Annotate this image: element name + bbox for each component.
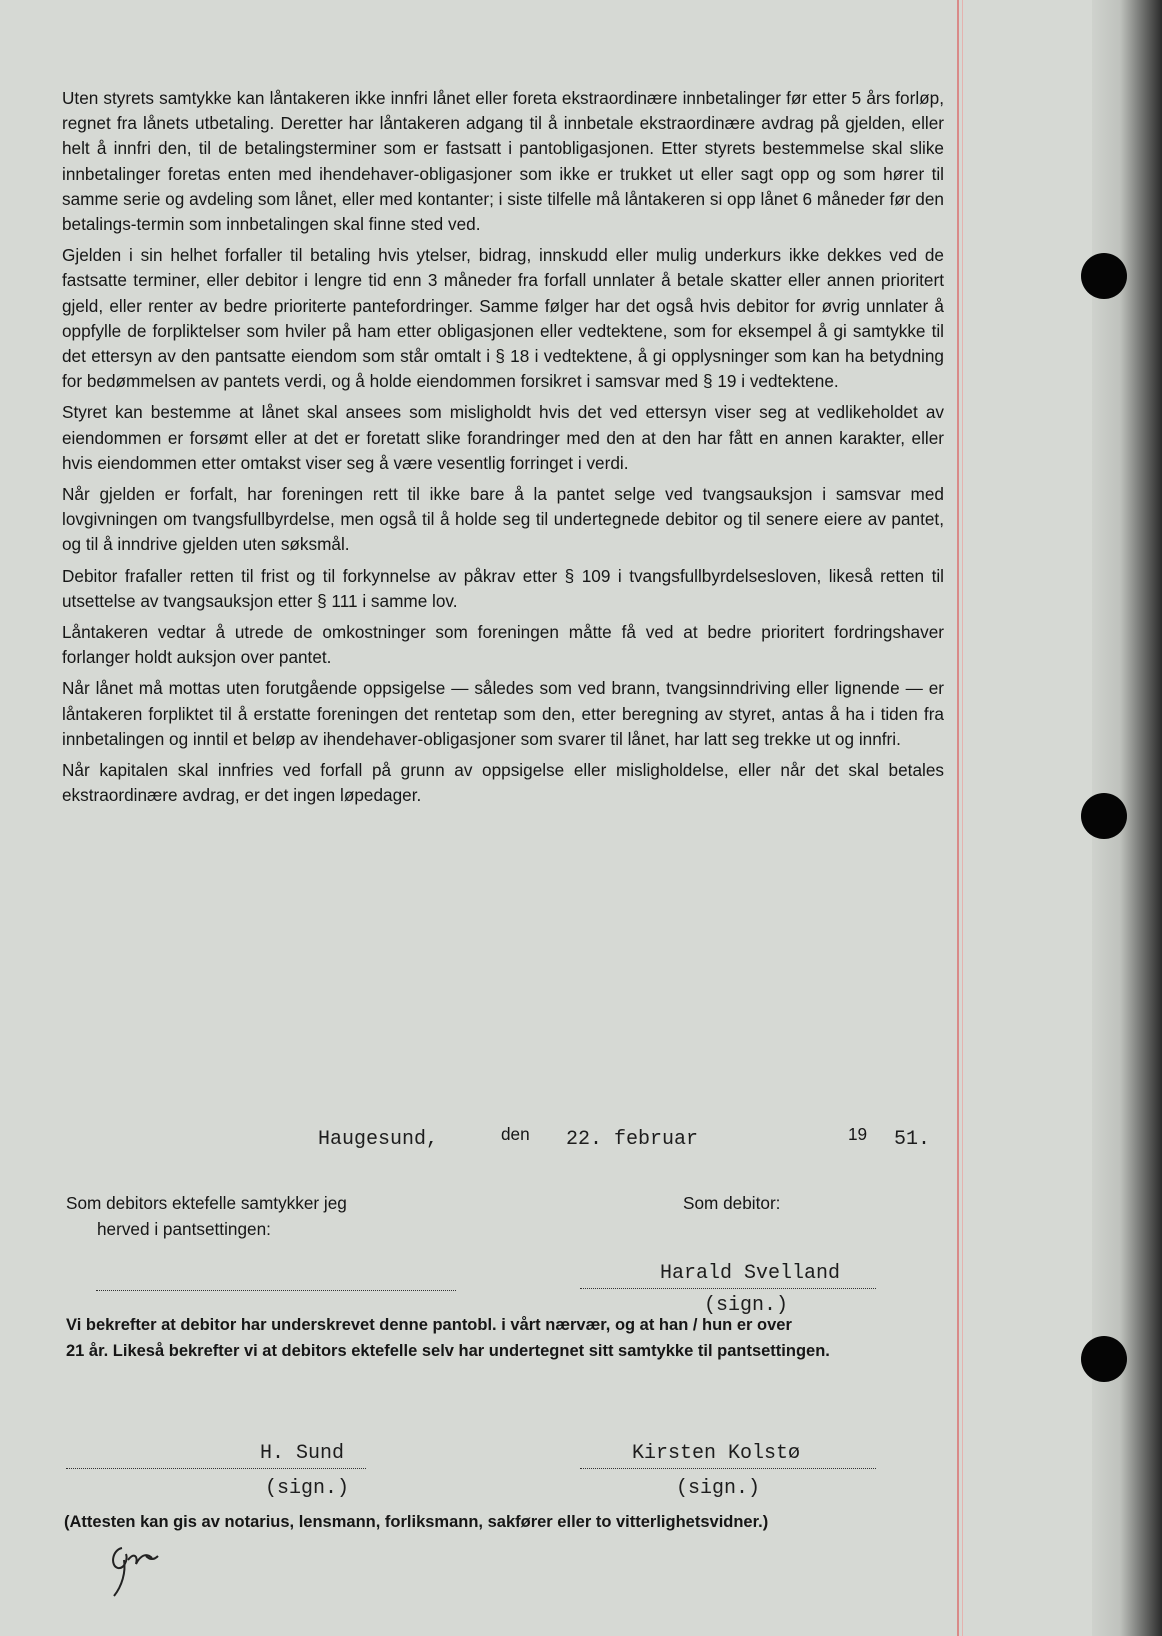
spouse-consent-line2: herved i pantsettingen: [97, 1219, 271, 1239]
debtor-name: Harald Svelland [660, 1262, 841, 1285]
paragraph-interest-loss: Når lånet må mottas uten forutgående oppsigelse — således som ved brann, tvangsinndriving eller lignende — er låntakeren forpliktet til å erstatte foreningen det rentetap som den, etter beregning av styret, antas å ha i tiden fra innbetalingen og inntil et beløp av ihendehaver-obligasjoner som svarer til lånet, har latt seg trekke ut og innfri. [62, 678, 944, 749]
witness-statement-line2: 21 år. Likeså bekrefter vi at debitors ektefelle selv har undertegnet sitt samtykke til pantsettingen. [66, 1342, 830, 1360]
witness1-signature-line [66, 1468, 366, 1469]
witness1-name: H. Sund [260, 1442, 345, 1465]
binder-hole-bottom [1081, 1336, 1127, 1382]
binder-hole-top [1081, 253, 1127, 299]
witness-statement-line1: Vi bekrefter at debitor har underskrevet denne pantobl. i vårt nærvær, og at han / hun er over [66, 1316, 792, 1334]
debtor-label: Som debitor: [683, 1193, 781, 1213]
spouse-consent-line1: Som debitors ektefelle samtykker jeg [66, 1193, 347, 1213]
paragraph-costs: Låntakeren vedtar å utrede de omkostninger som foreningen måtte få ved at bedre prioritert fordringshaver forlanger holdt auksjon over pantet. [62, 622, 944, 668]
witness2-name: Kirsten Kolstø [632, 1442, 801, 1465]
binder-hole-middle [1081, 793, 1127, 839]
paragraph-forced-sale: Når gjelden er forfalt, har foreningen rett til ikke bare å la pantet selge ved tvangsauksjon i samsvar med lovgivningen om tvangsfullbyrdelse, men også til å holde seg til undertegnede debitor og til senere eiere av pantet, og til å inndrive gjelden uten søksmål. [62, 484, 944, 555]
spouse-signature-line [96, 1290, 456, 1291]
date-place: Haugesund, [318, 1128, 439, 1151]
paragraph-grace-days: Når kapitalen skal innfries ved forfall på grunn av oppsigelse eller misligholdelse, eller når det skal betales ekstraordinære avdrag, er det ingen løpedager. [62, 760, 944, 806]
terms-body [62, 86, 944, 814]
paragraph-breach-inspection: Styret kan bestemme at lånet skal ansees som misligholdt hvis det ved ettersyn viser seg at vedlikeholdet av eiendommen er forsømt eller at det er foretatt slike forandringer med den at den har fått en annen karakter, eller hvis eiendommen etter omtakst viser seg å være vesentlig forringet i verdi. [62, 402, 944, 473]
witness1-sign-mark: (sign.) [265, 1477, 350, 1500]
debtor-signature-line [580, 1288, 876, 1289]
date-den-label: den [501, 1124, 530, 1144]
margin-line [957, 0, 959, 1636]
handwritten-initials-mark [104, 1530, 164, 1600]
paragraph-default-conditions: Gjelden i sin helhet forfaller til betaling hvis ytelser, bidrag, innskudd eller mulig underkurs ikke dekkes ved de fastsatte terminer, eller debitor i lengre tid enn 3 måneder fra forfall unnlater å betale skatter eller annen prioritert gjeld, eller renter av bedre prioriterte pantefordringer. Samme følger har det også hvis debitor for øvrig unnlater å oppfylle de forpliktelser som hviler på ham etter obligasjonen eller vedtektene, som for eksempel å gi samtykke til det ettersyn av den pantsatte eiendom som står omtalt i § 18 i vedtektene, å gi opplysninger som kan ha betydning for bedømmelsen av pantets verdi, og å holde eiendommen forsikret i samsvar med § 19 i vedtektene. [62, 245, 944, 392]
date-century: 19 [848, 1124, 868, 1144]
margin-line-secondary [962, 0, 963, 1636]
date-day-month: 22. februar [566, 1128, 699, 1151]
date-year-suffix: 51. [894, 1128, 931, 1151]
paragraph-waiver: Debitor frafaller retten til frist og til forkynnelse av påkrav etter § 109 i tvangsfullbyrdelsesloven, likeså retten til utsettelse av tvangsauksjon etter § 111 i samme lov. [62, 565, 944, 611]
debtor-sign-mark: (sign.) [704, 1294, 789, 1317]
witness2-sign-mark: (sign.) [676, 1477, 761, 1500]
attest-note: (Attesten kan gis av notarius, lensmann, forliksmann, sakfører eller to vitterlighetsvidner.) [64, 1513, 769, 1531]
witness2-signature-line [580, 1468, 876, 1469]
paragraph-early-repayment: Uten styrets samtykke kan låntakeren ikke innfri lånet eller foreta ekstraordinære innbetalinger før etter 5 års forløp, regnet fra lånets utbetaling. Deretter har låntakeren adgang til å innbetale ekstraordinære avdrag på gjelden, eller helt å innfri den, til de betalingsterminer som er fastsatt i pantobligasjonen. Etter styrets bestemmelse skal slike innbetalinger foretas enten med ihendehaver-obligasjoner som ikke er trukket ut eller sagt opp og som hører til samme serie og avdeling som lånet, eller med kontanter; i siste tilfelle må låntakeren si opp lånet 6 måneder før den betalings-termin som innbetalingen skal finne sted ved. [62, 88, 944, 235]
